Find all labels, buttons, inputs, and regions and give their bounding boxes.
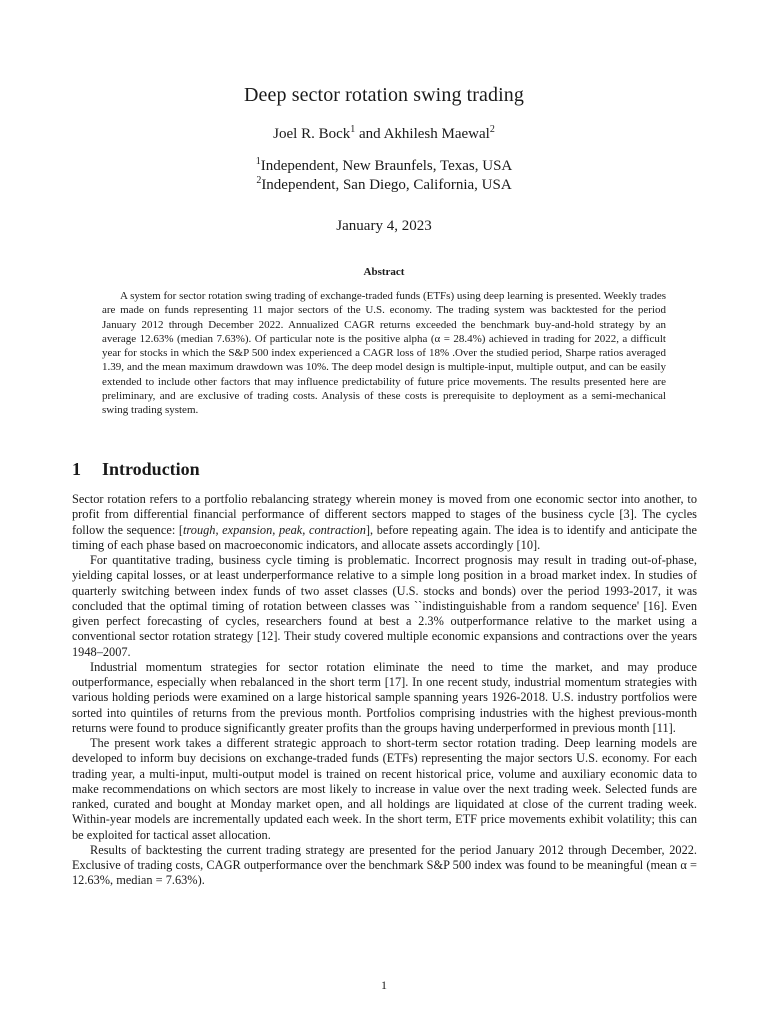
affiliation-1 [0,158,768,175]
page-number: 1 [381,978,387,992]
abstract-text: A system for sector rotation swing trading of exchange-traded funds (ETFs) using deep learning is presented. Weekly trades are made on funds representing 11 major sectors of the U.S. economy. The trading system was backtested for the period January 2012 through December 2022. Annualized CAGR returns exceeded the benchmark buy-and-hold strategy by an average 12.63% (median 7.63%). Of particular note is the positive alpha (α = 28.4%) achieved in trading for 2022, a difficult year for stocks in which the S&P 500 index experienced a CAGR loss of 18% .Over the studied period, Sharpe ratios averaged 1.39, and the mean maximum drawdown was 10%. The deep model design is multiple-input, multiple output, and can be easily extended to include other factors that may influence predictability of future price movements. The results presented here are preliminary, and are exclusive of trading costs. Analysis of these costs is prerequisite to deployment as a semi-mechanical swing trading system. [102,290,666,417]
affiliation-2-mark: 2 [256,175,262,186]
author-1: Joel R. Bock [273,126,351,142]
section-body [72,492,697,889]
paragraph-1 [72,492,697,553]
paragraph-1-part-a: Sector rotation refers to a portfolio rebalancing strategy wherein money is moved from one economic sector into another, to profit from differential financial performance of different sectors mapped to stages of the business cycle [3]. The cycles follow the sequence: [ [72,492,697,537]
affiliation-1-mark: 1 [255,156,261,167]
author-2-affil-mark: 2 [489,124,495,135]
abstract-heading: Abstract [363,266,405,278]
section-number: 1 [72,459,81,479]
section-title: Introduction [102,459,200,479]
paragraph-2: For quantitative trading, business cycle timing is problematic. Incorrect prognosis may result in trading out-of-phase, yielding capital losses, or at least underperformance relative to a simple long position in a broad market index. In studies of quarterly switching between index funds of two asset classes (U.S. stocks and bonds) over the period 1993-2017, it was concluded that the optimal timing of rotation between classes was ``indistinguishable from a random sequence' [16]. Even given perfect forecasting of cycles, researchers found at best a 2.3% outperformance relative to the market using a conventional sector rotation strategy [12]. Their study covered multiple economic expansions and contractions over the years 1948–2007. [72,553,697,659]
paragraph-5: Results of backtesting the current trading strategy are presented for the period January 2012 through December, 2022. Exclusive of trading costs, CAGR outperformance over the benchmark S&P 500 index was found to be meaningful (mean α = 12.63%, median = 7.63%). [72,842,697,888]
author-1-affil-mark: 1 [350,124,356,135]
affiliation-2-text: Independent, San Diego, California, USA [261,177,512,193]
paragraph-3: Industrial momentum strategies for sector rotation eliminate the need to time the market, and may produce outperformance, especially when rebalanced in the short term [17]. In one recent study, industrial momentum strategies with various holding periods were examined on a large historical sample spanning years 1926-2018. U.S. industry portfolios were sorted into quintiles of returns from the previous month. Portfolios comprising industries with the highest previous-month returns were found to produce significantly greater profits than the groups having underperformed in previous month [11]. [72,659,697,735]
section-heading [72,459,200,480]
author-conjunction: and [355,126,384,142]
affiliation-2 [0,177,768,194]
paragraph-1-part-b: ], before repeating again. The idea is to identify and anticipate the timing of each phase based on macroeconomic indicators, and allocate assets accordingly [10]. [72,522,697,552]
paragraph-4: The present work takes a different strategic approach to short-term sector rotation trading. Deep learning models are developed to inform buy decisions on exchange-traded funds (ETFs) representing the major sectors U.S. economy. For each trading year, a multi-input, multi-output model is trained on recent historical price, volume and auxiliary economic data to make recommendations on which sectors are most likely to increase in value over the next trading week. Selected funds are ranked, curated and bought at Monday market open, and all holdings are liquidated at close of the current trading week. Within-year models are incrementally updated each week. In the short term, ETF price movements exhibit volatility; this can be exploited for tactical asset allocation. [72,736,697,842]
author-line [0,126,768,143]
affiliation-1-text: Independent, New Braunfels, Texas, USA [260,158,513,174]
author-2: Akhilesh Maewal [383,126,490,142]
paper-date: January 4, 2023 [336,218,432,234]
paper-title: Deep sector rotation swing trading [244,84,524,106]
business-cycle-sequence: trough, expansion, peak, contraction [183,522,366,537]
